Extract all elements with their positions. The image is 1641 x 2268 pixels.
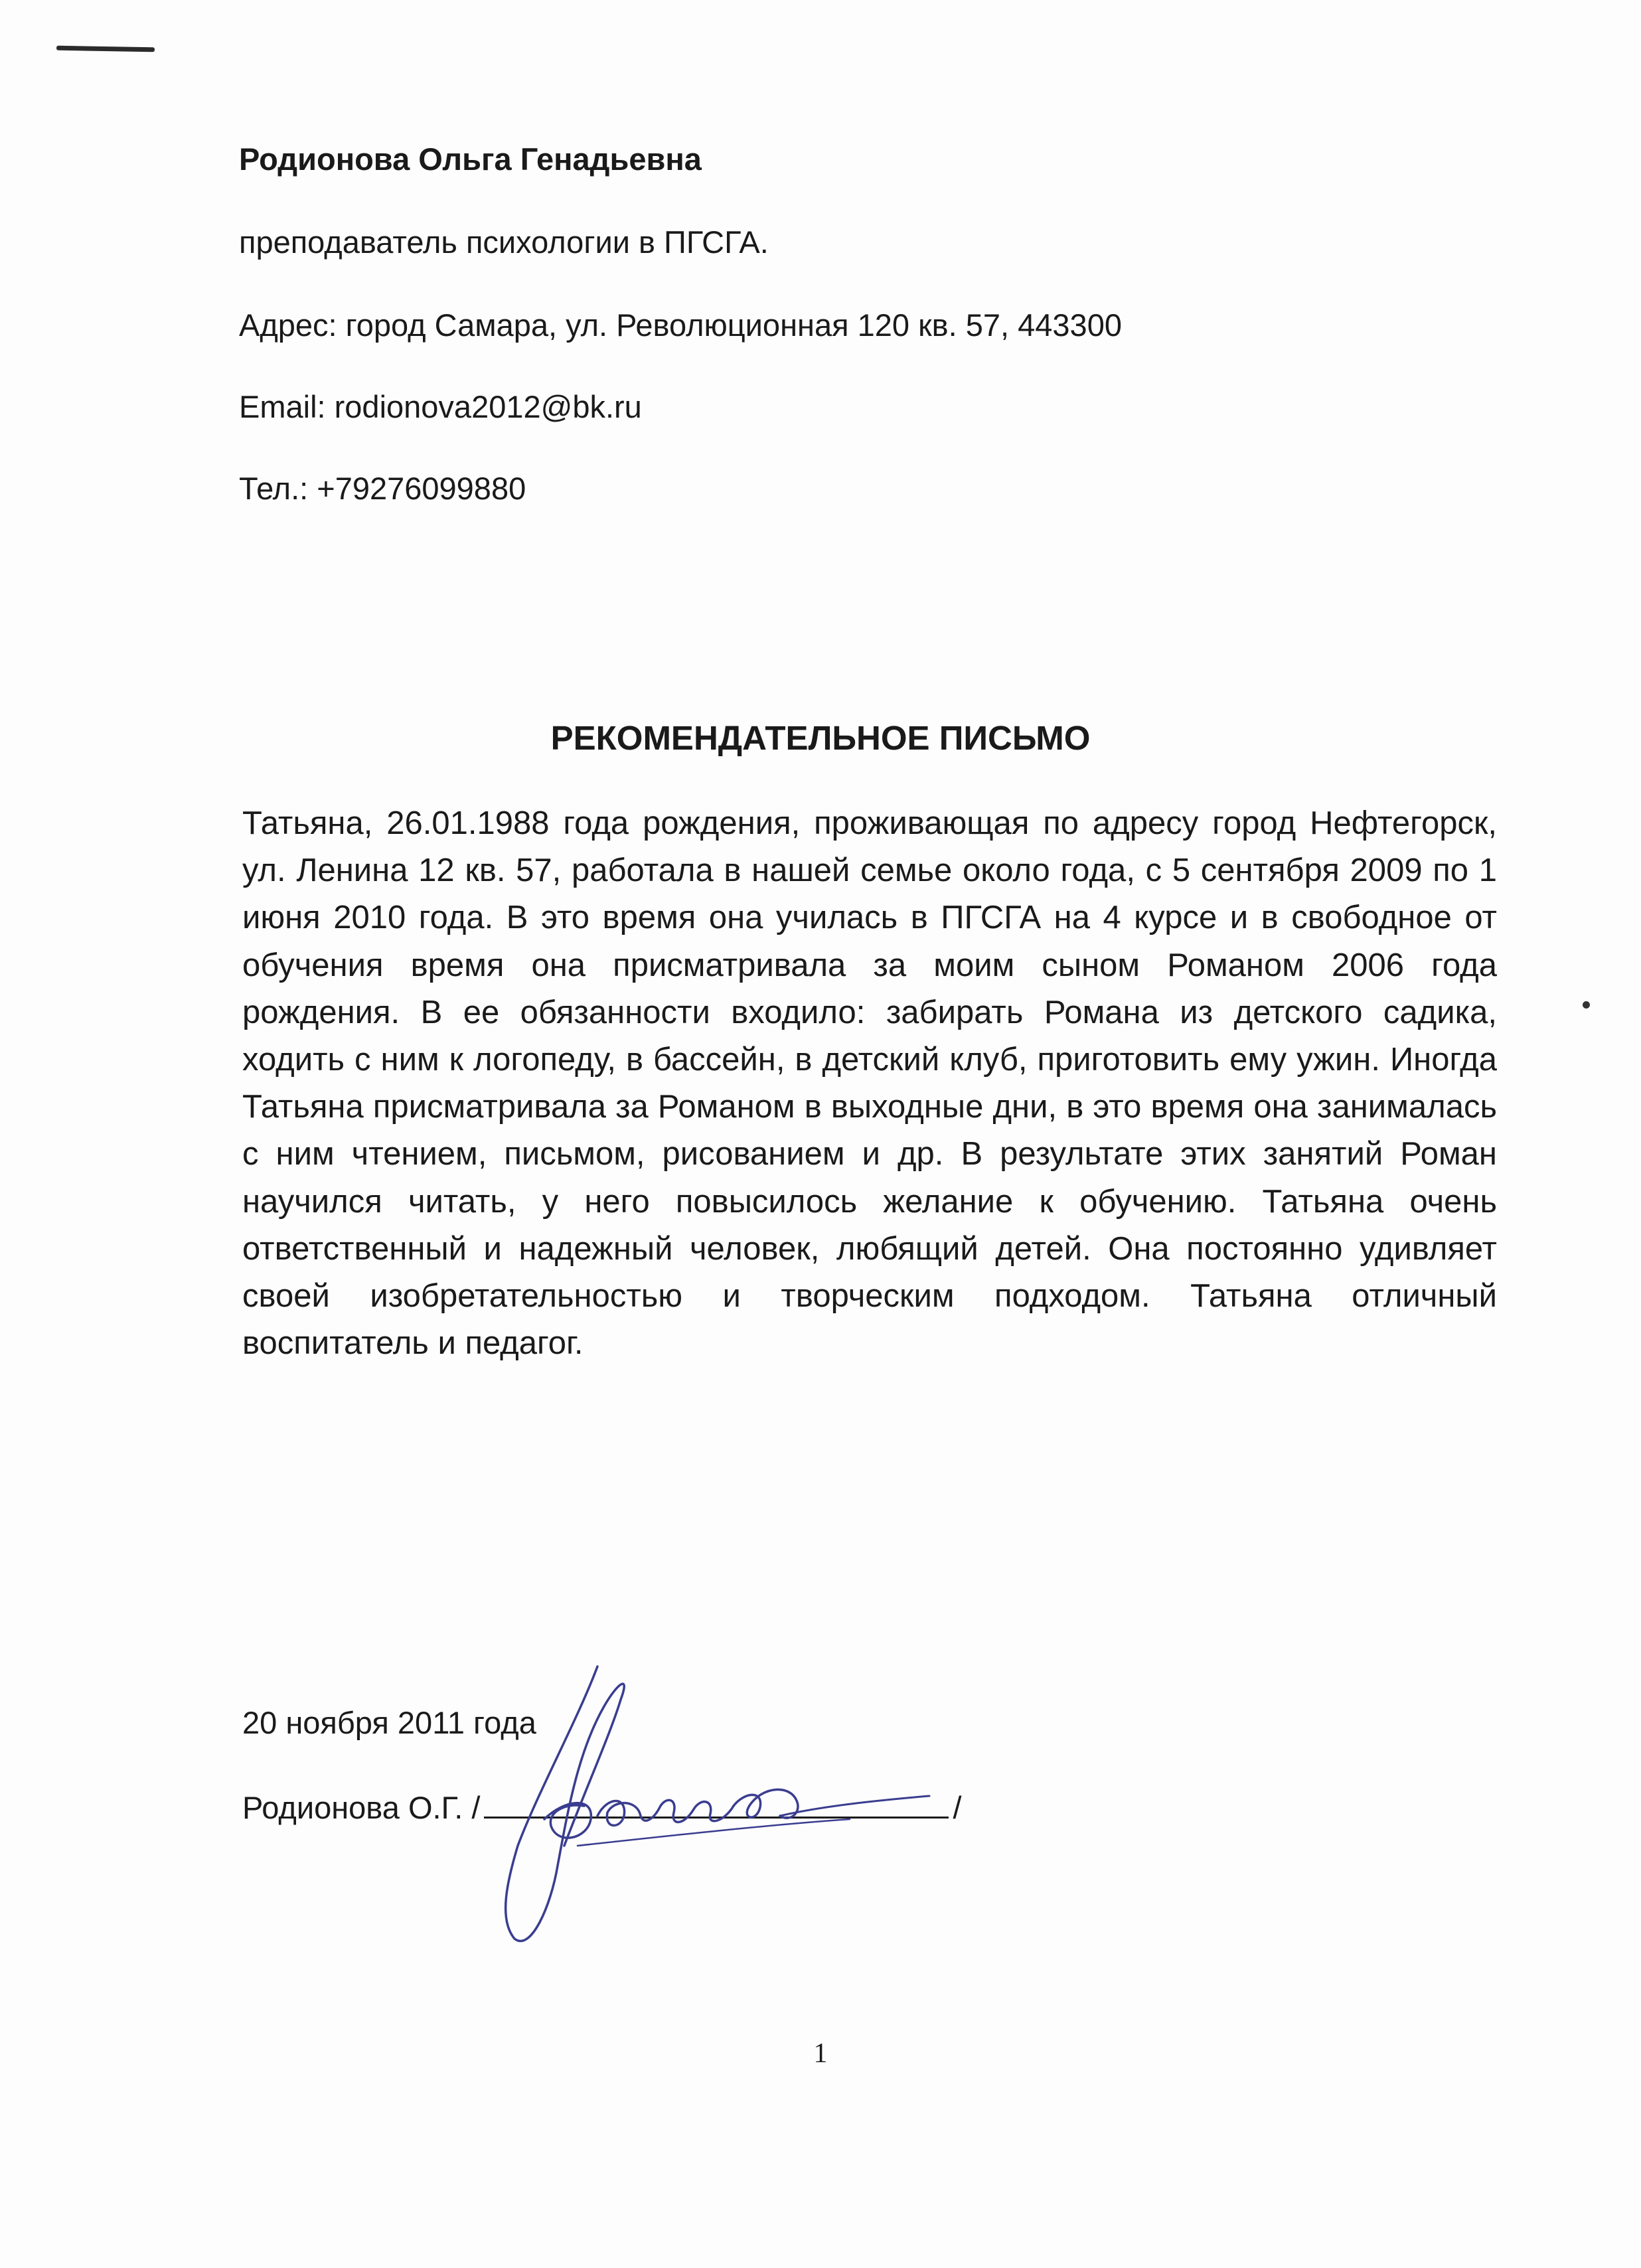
signer-name: Родионова О.Г. / xyxy=(242,1790,481,1825)
sender-position: преподаватель психологии в ПГСГА. xyxy=(239,224,769,260)
sender-name: Родионова Ольга Генадьевна xyxy=(239,141,702,177)
handwritten-signature xyxy=(478,1627,956,1959)
letter-title: РЕКОМЕНДАТЕЛЬНОЕ ПИСЬМО xyxy=(550,719,1091,757)
sender-address: Адрес: город Самара, ул. Революционная 120 кв. 57, 443300 xyxy=(239,307,1122,343)
page-number: 1 xyxy=(813,2038,828,2069)
signature-line-end: / xyxy=(953,1790,962,1825)
corner-mark xyxy=(56,46,155,52)
letter-date: 20 ноября 2011 года xyxy=(242,1705,536,1740)
sender-phone: Тел.: +79276099880 xyxy=(239,471,526,506)
sender-email: Email: rodionova2012@bk.ru xyxy=(239,389,642,424)
letter-body: Татьяна, 26.01.1988 года рождения, проживающая по адресу город Нефтегорск, ул. Ленина 12 кв. 57, работала в нашей семье около года, с 5 сентября 2009 по 1 июня 2010 года. В это время она училась в ПГСГА на 4 курсе и в свободное от обучения время она присматривала за моим сыном Романом 2006 года рождения. В ее обязанности входило: забирать Романа из детского садика, ходить с ним к логопеду, в бассейн, в детский клуб, приготовить ему ужин. Иногда Татьяна присматривала за Романом в выходные дни, в это время она занималась с ним чтением, письмом, рисованием и др. В результате этих занятий Роман научился читать, у него повысилось желание к обучению. Татьяна очень ответственный и надежный человек, любящий детей. Она постоянно удивляет своей изобретательностью и творческим подходом. Татьяна отличный воспитатель и педагог. xyxy=(242,805,1497,1362)
ink-dot xyxy=(1583,1001,1590,1009)
